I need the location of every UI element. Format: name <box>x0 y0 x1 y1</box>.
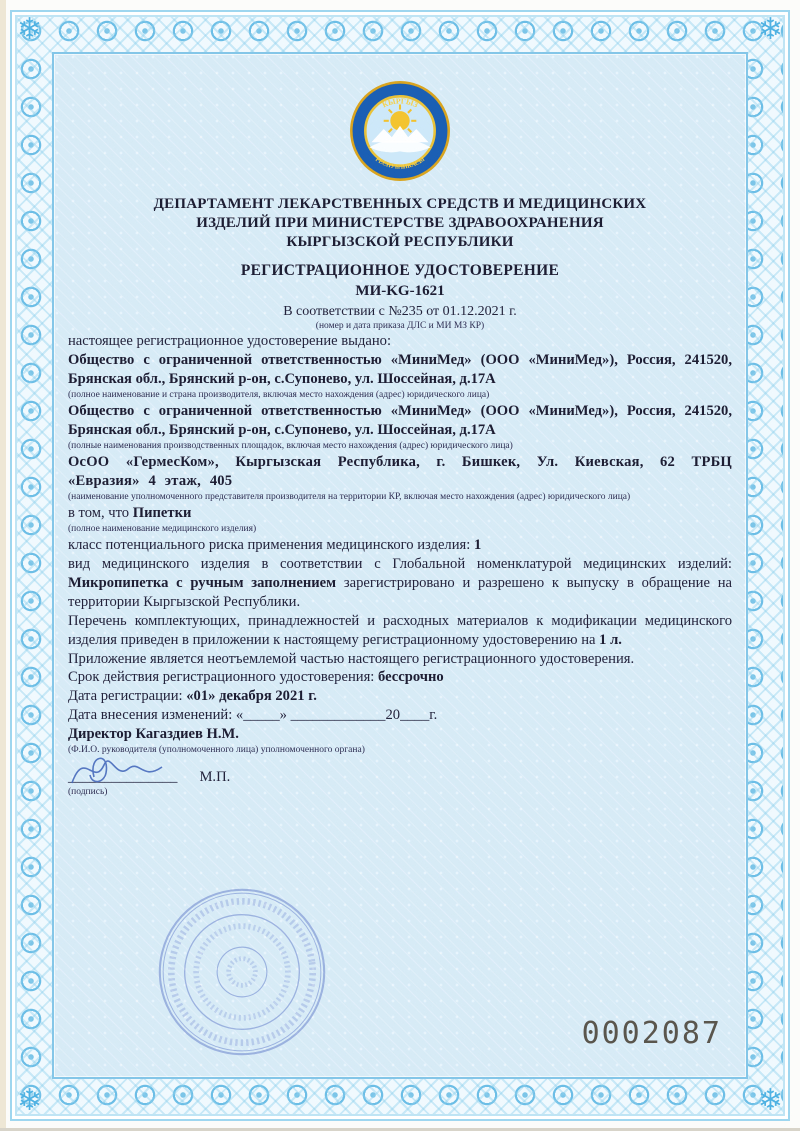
device-type-paragraph <box>68 555 732 612</box>
registration-date-value: «01» декабря 2021 г. <box>186 688 317 705</box>
device-type-suffix: зарегистрировано и разрешено к выпуску в обращение на территории Кыргызской Республики. <box>68 574 732 610</box>
department-line: ИЗДЕЛИЙ ПРИ МИНИСТЕРСТВЕ ЗДРАВООХРАНЕНИЯ <box>196 215 604 232</box>
serial-number: 0002087 <box>581 1016 722 1051</box>
snowflake-icon: ❄ <box>757 13 783 46</box>
risk-class-line <box>68 536 732 555</box>
director-line: Директор Кагаздиев Н.М. <box>68 726 239 743</box>
emblem-container <box>68 80 732 187</box>
product-name: Пипетки <box>132 504 192 521</box>
annex-paragraph <box>68 612 732 650</box>
order-reference: В соответствии с №235 от 01.12.2021 г. <box>283 303 517 319</box>
annex-pages-value: 1 л. <box>599 631 622 648</box>
manufacturer-paragraph: Общество с ограниченной ответственностью «МиниМед» (ООО «МиниМед»), Россия, 241520, Брянская обл., Брянский р-он, с.Супонево, ул. Шоссейная, д.17А <box>68 352 732 388</box>
product-prefix: в том, что <box>68 504 133 521</box>
registration-date-prefix: Дата регистрации: <box>68 688 187 705</box>
emblem-top-text: КЫРГЫЗ <box>380 96 420 110</box>
production-site-paragraph: Общество с ограниченной ответственностью «МиниМед» (ООО «МиниМед»), Россия, 241520, Брянская обл., Брянский р-он, с.Супонево, ул. Шоссейная, д.17А <box>68 403 732 439</box>
validity-value: бессрочно <box>378 669 444 686</box>
order-note: (номер и дата приказа ДЛС и МИ МЗ КР) <box>315 320 485 331</box>
signature-underline: _______________ <box>68 769 178 786</box>
issued-to-label: настоящее регистрационное удостоверение выдано: <box>68 333 392 350</box>
snowflake-icon: ❄ <box>757 1084 783 1117</box>
risk-class-value: 1 <box>473 536 482 553</box>
department-name <box>68 195 732 253</box>
certificate-number: МИ-KG-1621 <box>355 282 445 299</box>
director-note: (Ф.И.О. руководителя (уполномоченного лица) уполномоченного органа) <box>68 745 365 756</box>
annex-integral-line: Приложение является неотъемлемой частью настоящего регистрационного удостоверения. <box>68 650 635 667</box>
snowflake-icon: ❄ <box>17 1084 43 1117</box>
certificate-field <box>52 52 748 1079</box>
department-line: КЫРГЫЗСКОЙ РЕСПУБЛИКИ <box>286 234 514 251</box>
amendment-date-line: Дата внесения изменений: «_____» _____________20____г. <box>68 707 438 724</box>
certificate-title: РЕГИСТРАЦИОННОЕ УДОСТОВЕРЕНИЕ <box>240 261 560 279</box>
risk-prefix: класс потенциального риска применения медицинского изделия: <box>68 536 474 553</box>
manufacturer-note: (полное наименование и страна производителя, включая место нахождения (адрес) юридического лица) <box>68 390 490 401</box>
product-note: (полное наименование медицинского изделия) <box>68 523 257 534</box>
kyrgyz-coat-of-arms-icon <box>349 80 451 182</box>
signature-row <box>68 769 732 786</box>
production-site-note: (полные наименования производственных площадок, включая место нахождения (адрес) юридического лица) <box>68 441 513 452</box>
emblem-bottom-text: РЕСПУБЛИКАСЫ <box>373 156 427 171</box>
validity-prefix: Срок действия регистрационного удостоверения: <box>68 669 378 686</box>
registration-date-line <box>68 687 732 706</box>
device-type-prefix: вид медицинского изделия в соответствии с Глобальной номенклатурой медицинских изделий: <box>68 555 732 572</box>
representative-note: (наименование уполномоченного представителя производителя на территории КР, включая место нахождения (адрес) юридического лица) <box>68 491 631 502</box>
product-line <box>68 504 732 523</box>
snowflake-icon: ❄ <box>17 13 43 46</box>
device-type-value: Микропипетка с ручным заполнением <box>68 574 337 591</box>
representative-paragraph: ОсОО «ГермесКом», Кыргызская Республика, г. Бишкек, Ул. Киевская, 62 ТРБЦ «Евразия» 4 этаж, 405 <box>68 454 732 489</box>
department-line: ДЕПАРТАМЕНТ ЛЕКАРСТВЕННЫХ СРЕДСТВ И МЕДИЦИНСКИХ <box>153 196 647 212</box>
annex-prefix: Перечень комплектующих, принадлежностей и расходных материалов к модификации медицинского изделия приведен в приложении к настоящему регистрационному удостоверению на <box>68 612 732 648</box>
mp-label: М.П. <box>199 769 231 786</box>
validity-line <box>68 668 732 687</box>
signature-note: (подпись) <box>68 787 108 798</box>
